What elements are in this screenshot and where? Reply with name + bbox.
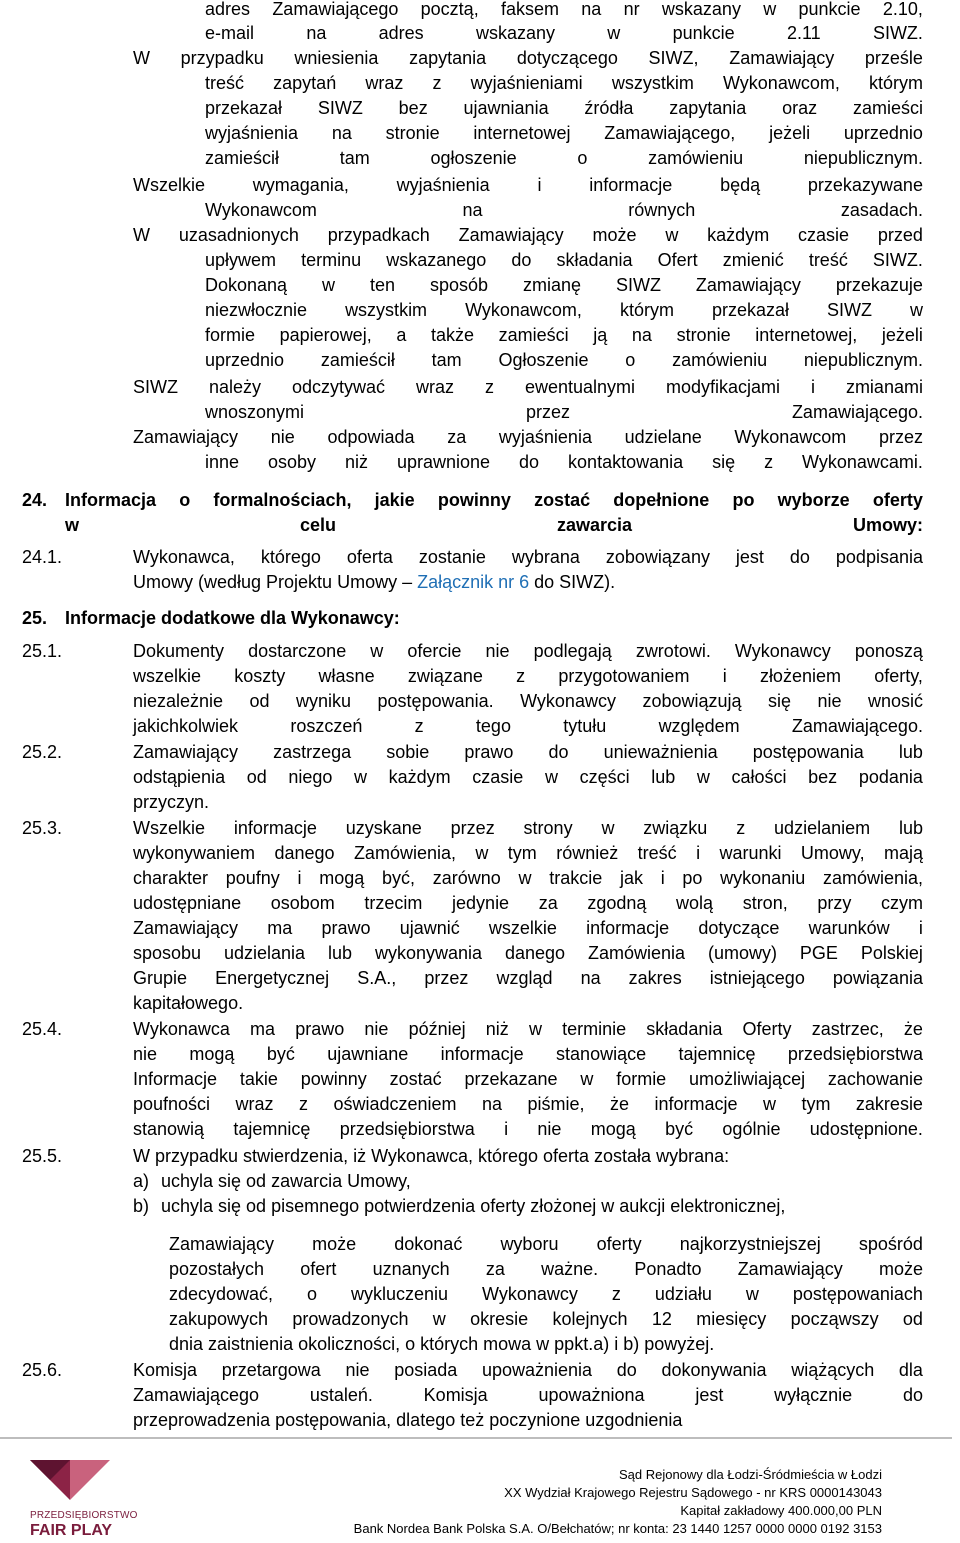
text-line: nie mogą być ujawniane informacje stanowiące tajemnicę przedsiębiorstwa bbox=[133, 1044, 923, 1064]
item-number: 25.5. bbox=[22, 1146, 63, 1166]
footer-court: Sąd Rejonowy dla Łodzi-Śródmieścia w Łodzi bbox=[618, 1467, 882, 1482]
section-heading: w celu zawarcia Umowy: bbox=[65, 515, 923, 535]
text-line: adres Zamawiającego pocztą, faksem na nr wskazany w punkcie 2.10, bbox=[205, 0, 923, 19]
text-line: uchyla się od zawarcia Umowy, bbox=[161, 1171, 411, 1191]
text-line: wnoszonymi przez Zamawiającego. bbox=[205, 402, 923, 422]
text-line: Informacje takie powinny zostać przekazane w formie umożliwiającej zachowanie bbox=[133, 1069, 923, 1089]
footer-capital: Kapitał zakładowy 400.000,00 PLN bbox=[680, 1503, 882, 1518]
text-line: Dokumenty dostarczone w ofercie nie podlegają zwrotowi. Wykonawcy ponoszą bbox=[133, 641, 923, 661]
text-line: przekazał SIWZ bez ujawniania źródła zapytania oraz zamieści bbox=[205, 98, 923, 118]
text-line: wykonywaniem danego Zamówienia, w tym również treść i warunki Umowy, mają bbox=[133, 843, 923, 863]
text-line: wszelkie koszty własne związane z przygotowaniem i złożeniem oferty, bbox=[133, 666, 923, 686]
text-line: treść zapytań wraz z wyjaśnieniami wszystkim Wykonawcom, którym bbox=[205, 73, 923, 93]
text-line: niezależnie od wyniku postępowania. Wykonawcy zobowiązują się nie wnosić bbox=[133, 691, 923, 711]
section-heading: Informacje dodatkowe dla Wykonawcy: bbox=[65, 608, 400, 628]
text-line: Wykonawca, którego oferta zostanie wybrana zobowiązany jest do podpisania bbox=[133, 547, 923, 567]
text-line: Zamawiający może dokonać wyboru oferty najkorzystniejszej spośród bbox=[169, 1234, 923, 1254]
text-line: inne osoby niż uprawnione do kontaktowania się z Wykonawcami. bbox=[205, 452, 923, 472]
section-number: 24. bbox=[22, 490, 48, 510]
text-line: pozostałych ofert uznanych za ważne. Ponadto Zamawiający może bbox=[169, 1259, 923, 1279]
logo-title: FAIR PLAY bbox=[30, 1522, 113, 1539]
text-line: odstąpienia od niego w każdym czasie w części lub w całości bez podania bbox=[133, 767, 923, 787]
list-label: b) bbox=[133, 1196, 150, 1216]
text-line: e-mail na adres wskazany w punkcie 2.11 SIWZ. bbox=[205, 23, 923, 43]
text-line: Wszelkie informacje uzyskane przez strony w związku z udzielaniem lub bbox=[133, 818, 923, 838]
item-number: 25.3. bbox=[22, 818, 63, 838]
item-number: 25.1. bbox=[22, 641, 63, 661]
footer-registry: XX Wydział Krajowego Rejestru Sądowego - nr KRS 0000143043 bbox=[504, 1485, 882, 1500]
text-line: formie papierowej, a także zamieści ją na stronie internetowej, jeżeli bbox=[205, 325, 923, 345]
text-line: dnia zaistnienia okoliczności, o których mowa w ppkt.a) i b) powyżej. bbox=[169, 1334, 715, 1354]
footer-bank: Bank Nordea Bank Polska S.A. O/Bełchatów; nr konta: 23 1440 1257 0000 0000 0192 3153 bbox=[353, 1521, 882, 1536]
text-line: przeprowadzenia postępowania, dlatego też poczynione uzgodnienia bbox=[133, 1410, 683, 1430]
item-number: 25.2. bbox=[22, 742, 63, 762]
text-line: Wykonawca ma prawo nie później niż w terminie składania Oferty zastrzec, że bbox=[133, 1019, 923, 1039]
text-line: jakichkolwiek roszczeń z tego tytułu względem Zamawiającego. bbox=[133, 716, 923, 736]
section-heading: Informacja o formalnościach, jakie powinny zostać dopełnione po wyborze oferty bbox=[65, 490, 923, 510]
text-line: Grupie Energetycznej S.A., przez wzgląd na zakres istniejącego powiązania bbox=[133, 968, 923, 988]
logo-caption: PRZEDSIĘBIORSTWO bbox=[30, 1510, 138, 1521]
text-line: upływem terminu wskazanego do składania Ofert zmienić treść SIWZ. bbox=[205, 250, 923, 270]
text-line: W przypadku stwierdzenia, iż Wykonawca, którego oferta została wybrana: bbox=[133, 1146, 730, 1166]
text-line: udostępniane osobom trzecim jedynie za zgodną wolą stron, przy czym bbox=[133, 893, 923, 913]
text-line: zakupowych prowadzonych w okresie kolejnych 12 miesięcy począwszy od bbox=[169, 1309, 923, 1329]
text-line: wyjaśnienia na stronie internetowej Zamawiającego, jeżeli uprzednio bbox=[205, 123, 923, 143]
text-line: sposobu udzielania lub wykonywania danego Zamówienia (umowy) PGE Polskiej bbox=[133, 943, 923, 963]
list-label: a) bbox=[133, 1171, 150, 1191]
item-number: 25.6. bbox=[22, 1360, 63, 1380]
text-line: W przypadku wniesienia zapytania dotyczącego SIWZ, Zamawiający prześle bbox=[133, 48, 923, 68]
text-line: przyczyn. bbox=[133, 792, 210, 812]
text-fragment: Umowy (według Projektu Umowy – bbox=[133, 572, 418, 592]
text-line: poufności wraz z oświadczeniem na piśmie, że informacje w tym zakresie bbox=[133, 1094, 923, 1114]
text-line: zdecydować, o wykluczeniu Wykonawcy z udziału w postępowaniach bbox=[169, 1284, 923, 1304]
footer-divider bbox=[0, 1437, 952, 1439]
text-line: Zamawiający zastrzega sobie prawo do unieważnienia postępowania lub bbox=[133, 742, 923, 762]
text-line: zamieścił tam ogłoszenie o zamówieniu niepublicznym. bbox=[205, 148, 923, 168]
text-line: charakter poufny i mogą być, zarówno w trakcie jak i po wykonaniu zamówienia, bbox=[133, 868, 923, 888]
text-line: kapitałowego. bbox=[133, 993, 244, 1013]
text-line: uchyla się od pisemnego potwierdzenia oferty złożonej w aukcji elektronicznej, bbox=[161, 1196, 786, 1216]
text-line: Wszelkie wymagania, wyjaśnienia i informacje będą przekazywane bbox=[133, 175, 923, 195]
text-line: uprzednio zamieścił tam Ogłoszenie o zamówieniu niepublicznym. bbox=[205, 350, 923, 370]
item-number: 24.1. bbox=[22, 547, 63, 567]
text-line: Zamawiający ma prawo ujawnić wszelkie informacje dotyczące warunków i bbox=[133, 918, 923, 938]
text-line: Dokonaną w ten sposób zmianę SIWZ Zamawiający przekazuje bbox=[205, 275, 923, 295]
item-number: 25.4. bbox=[22, 1019, 63, 1039]
section-number: 25. bbox=[22, 608, 48, 628]
text-line: Zamawiający nie odpowiada za wyjaśnienia udzielane Wykonawcom przez bbox=[133, 427, 923, 447]
text-line: niezwłocznie wszystkim Wykonawcom, którym przekazał SIWZ w bbox=[205, 300, 923, 320]
text-line: Komisja przetargowa nie posiada upoważnienia do dokonywania wiążących dla bbox=[133, 1360, 923, 1380]
attachment-link[interactable]: Załącznik nr 6 bbox=[417, 572, 530, 592]
text-line: Zamawiającego ustaleń. Komisja upoważniona jest wyłącznie do bbox=[133, 1385, 923, 1405]
text-line: W uzasadnionych przypadkach Zamawiający może w każdym czasie przed bbox=[133, 225, 923, 245]
text-line: Wykonawcom na równych zasadach. bbox=[205, 200, 923, 220]
text-line: SIWZ należy odczytywać wraz z ewentualnymi modyfikacjami i zmianami bbox=[133, 377, 923, 397]
text-line bbox=[133, 571, 615, 593]
text-fragment: do SIWZ). bbox=[529, 572, 616, 592]
text-line: stanowią tajemnicę przedsiębiorstwa i nie mogą być ogólnie udostępnione. bbox=[133, 1119, 923, 1139]
